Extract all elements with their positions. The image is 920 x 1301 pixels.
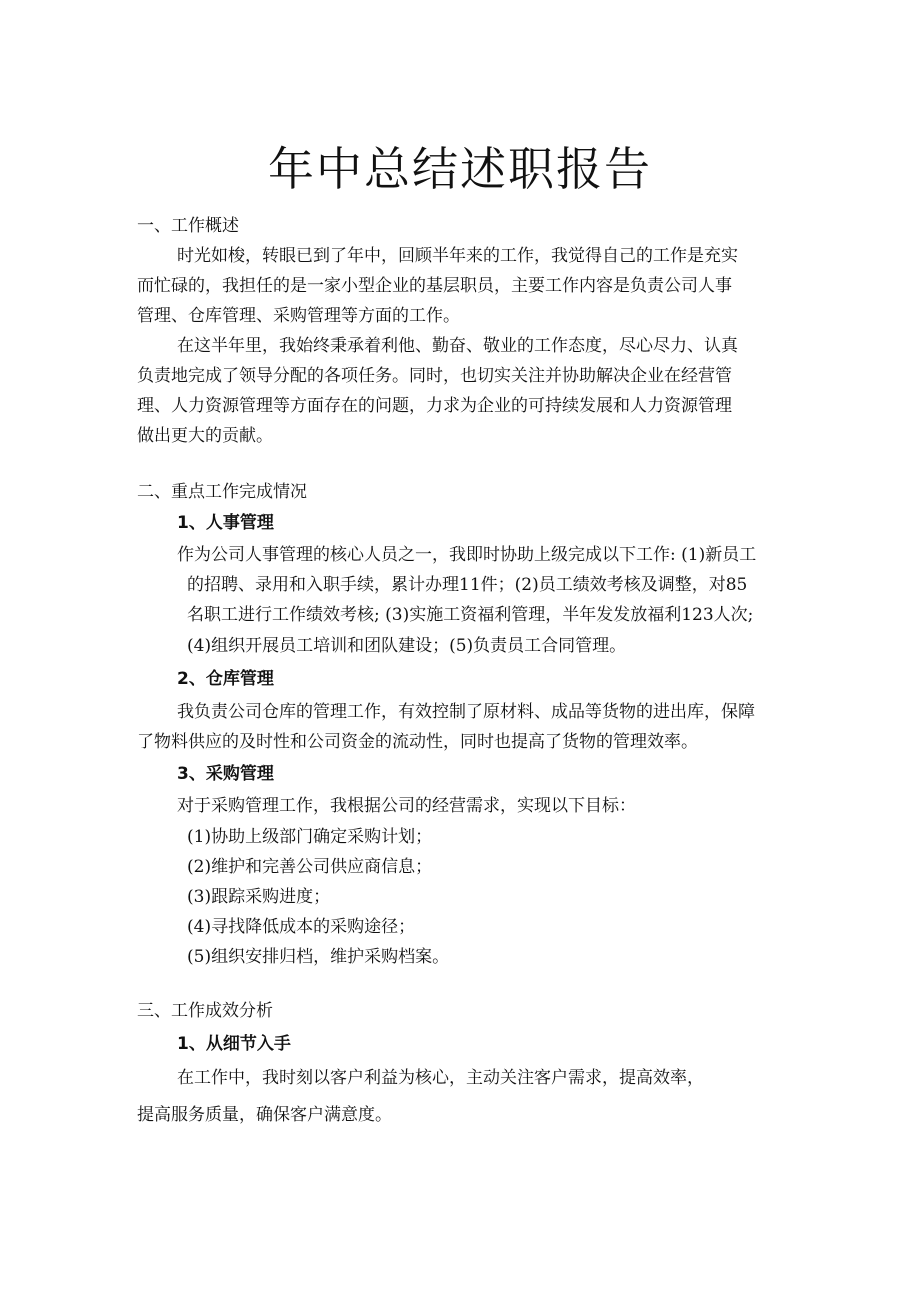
purchasing-item-2: (2)维护和完善公司供应商信息； [187, 857, 433, 877]
purchasing-item-5: (5)组织安排归档，维护采购档案。 [187, 947, 450, 967]
hr-line-3: 名职工进行工作绩效考核; (3)实施工资福利管理，半年发发放福利123人次; [187, 605, 754, 625]
overview-p2-line-1: 在这半年里，我始终秉承着利他、勤奋、敬业的工作态度，尽心尽力、认真 [177, 336, 738, 356]
warehouse-line-1: 我负责公司仓库的管理工作，有效控制了原材料、成品等货物的进出库，保障 [177, 702, 755, 722]
purchasing-item-4: (4)寻找降低成本的采购途径； [187, 917, 416, 937]
section-heading-key-work: 二、重点工作完成情况 [137, 482, 307, 502]
subheading-purchasing: 3、采购管理 [177, 764, 274, 784]
hr-line-2: 的招聘、录用和入职手续，累计办理11件；(2)员工绩效考核及调整，对85 [187, 575, 748, 595]
overview-p2-line-3: 理、人力资源管理等方面存在的问题，力求为企业的可持续发展和人力资源管理 [137, 396, 732, 416]
overview-p2-line-4: 做出更大的贡献。 [137, 426, 273, 446]
details-line-1: 在工作中，我时刻以客户利益为核心，主动关注客户需求，提高效率， [177, 1068, 704, 1088]
document-title: 年中总结述职报告 [268, 141, 652, 196]
hr-line-4: (4)组织开展员工培训和团队建设；(5)负责员工合同管理。 [187, 636, 627, 656]
overview-p1-line-1: 时光如梭，转眼已到了年中，回顾半年来的工作，我觉得自己的工作是充实 [177, 246, 738, 266]
section-heading-results: 三、工作成效分析 [137, 1001, 273, 1021]
subheading-details: 1、从细节入手 [177, 1034, 291, 1054]
subheading-warehouse: 2、仓库管理 [177, 669, 274, 689]
hr-line-1: 作为公司人事管理的核心人员之一，我即时协助上级完成以下工作: (1)新员工 [177, 545, 757, 565]
section-heading-overview: 一、工作概述 [137, 216, 239, 236]
purchasing-item-1: (1)协助上级部门确定采购计划； [187, 827, 433, 847]
purchasing-item-3: (3)跟踪采购进度； [187, 887, 331, 907]
subheading-hr: 1、人事管理 [177, 513, 274, 533]
warehouse-line-2: 了物料供应的及时性和公司资金的流动性，同时也提高了货物的管理效率。 [137, 732, 698, 752]
overview-p1-line-3: 管理、仓库管理、采购管理等方面的工作。 [137, 306, 460, 326]
details-line-2: 提高服务质量，确保客户满意度。 [137, 1105, 392, 1125]
purchasing-intro: 对于采购管理工作，我根据公司的经营需求，实现以下目标： [177, 796, 636, 816]
overview-p1-line-2: 而忙碌的，我担任的是一家小型企业的基层职员，主要工作内容是负责公司人事 [137, 276, 732, 296]
overview-p2-line-2: 负责地完成了领导分配的各项任务。同时，也切实关注并协助解决企业在经营管 [137, 366, 732, 386]
